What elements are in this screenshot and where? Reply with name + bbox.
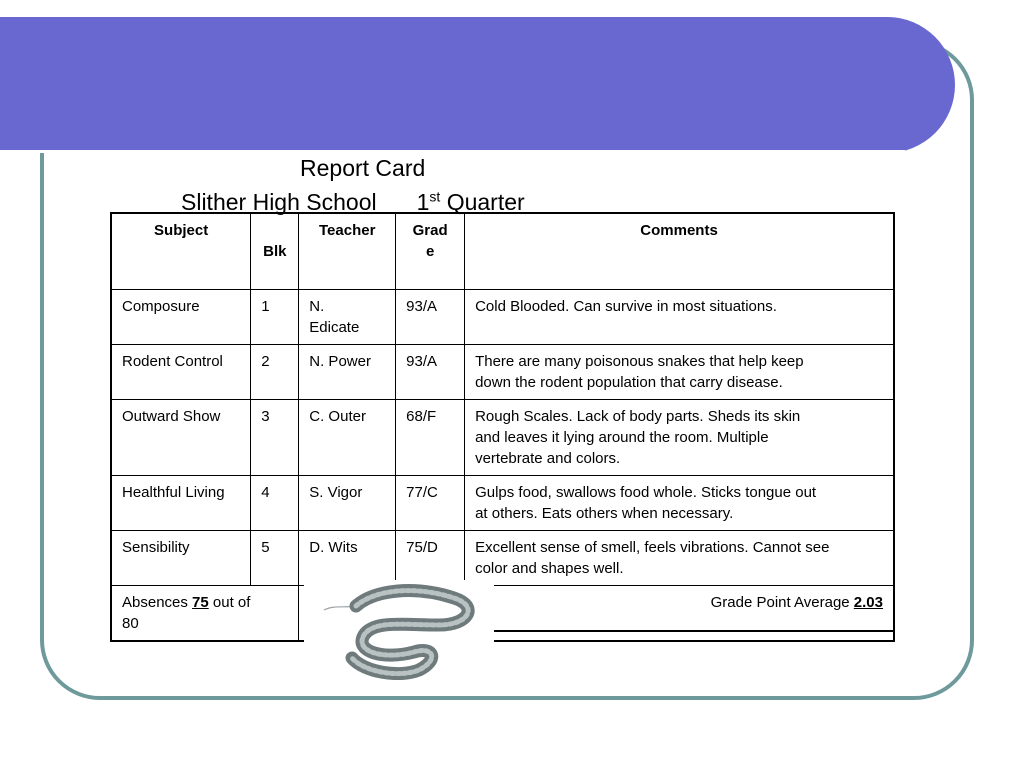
cell-comments bbox=[465, 530, 894, 585]
cell-teacher: D. Wits bbox=[299, 530, 396, 585]
cell-blk: 5 bbox=[251, 530, 299, 585]
cell-comments-line: down the rodent population that carry disease. bbox=[475, 373, 783, 391]
table-header-row bbox=[111, 213, 894, 289]
table-row bbox=[111, 344, 894, 399]
cell-grade: 68/F bbox=[396, 399, 465, 475]
table-row bbox=[111, 530, 894, 585]
absences-value: 75 bbox=[192, 593, 209, 611]
cell-comments bbox=[465, 344, 894, 399]
cell-teacher: C. Outer bbox=[299, 399, 396, 475]
cell-teacher bbox=[299, 289, 396, 344]
cell-blk: 1 bbox=[251, 289, 299, 344]
cell-comments-line: and leaves it lying around the room. Multiple bbox=[475, 428, 769, 446]
cell-subject: Composure bbox=[111, 289, 251, 344]
gpa-value: 2.03 bbox=[853, 593, 883, 611]
col-subject: Subject bbox=[111, 213, 251, 289]
cell-blk: 2 bbox=[251, 344, 299, 399]
cell-comments bbox=[465, 475, 894, 530]
cell-comments-line: Gulps food, swallows food whole. Sticks tongue out bbox=[475, 483, 817, 501]
cell-teacher-line1: N. bbox=[309, 297, 325, 315]
cell-subject: Outward Show bbox=[111, 399, 251, 475]
cell-teacher: N. Power bbox=[299, 344, 396, 399]
cell-comments: Cold Blooded. Can survive in most situations. bbox=[465, 289, 894, 344]
absences-suffix: out of bbox=[212, 593, 251, 611]
absences-total: 80 bbox=[122, 614, 139, 632]
quarter-label: Quarter bbox=[446, 189, 525, 215]
table-row bbox=[111, 399, 894, 475]
snake-icon bbox=[304, 580, 494, 680]
header-banner bbox=[0, 17, 955, 153]
col-blk: Blk bbox=[251, 213, 299, 289]
table-footer-row bbox=[111, 585, 894, 641]
cell-comments-line: color and shapes well. bbox=[475, 559, 624, 577]
cell-comments-line: Rough Scales. Lack of body parts. Sheds its skin bbox=[475, 407, 801, 425]
cell-subject: Healthful Living bbox=[111, 475, 251, 530]
cell-comments-line: at others. Eats others when necessary. bbox=[475, 504, 734, 522]
table-row bbox=[111, 475, 894, 530]
absences-cell bbox=[111, 585, 299, 641]
col-teacher: Teacher bbox=[299, 213, 396, 289]
table-row bbox=[111, 289, 894, 344]
gpa-label: Grade Point Average bbox=[710, 593, 850, 611]
banner-divider bbox=[0, 150, 905, 153]
cell-blk: 3 bbox=[251, 399, 299, 475]
report-card-title: Report Card bbox=[300, 155, 426, 181]
school-name: Slither High School bbox=[181, 189, 377, 215]
cell-grade: 75/D bbox=[396, 530, 465, 585]
quarter-suffix: st bbox=[429, 188, 441, 205]
report-table bbox=[110, 212, 895, 642]
col-grade bbox=[396, 213, 465, 289]
cell-comments bbox=[465, 399, 894, 475]
cell-teacher-line2: Edicate bbox=[309, 318, 360, 336]
cell-comments-line: There are many poisonous snakes that help keep bbox=[475, 352, 804, 370]
col-grade-line2: e bbox=[425, 243, 435, 260]
cell-blk: 4 bbox=[251, 475, 299, 530]
cell-teacher: S. Vigor bbox=[299, 475, 396, 530]
cell-grade: 77/C bbox=[396, 475, 465, 530]
cell-grade: 93/A bbox=[396, 289, 465, 344]
cell-subject: Sensibility bbox=[111, 530, 251, 585]
col-comments: Comments bbox=[465, 213, 894, 289]
table-bottom-border bbox=[494, 630, 895, 632]
col-grade-line1: Grad bbox=[412, 222, 448, 239]
cell-grade: 93/A bbox=[396, 344, 465, 399]
cell-subject: Rodent Control bbox=[111, 344, 251, 399]
cell-comments-line: vertebrate and colors. bbox=[475, 449, 621, 467]
quarter-number: 1 bbox=[416, 189, 430, 215]
absences-label: Absences bbox=[122, 593, 188, 611]
cell-comments-line: Excellent sense of smell, feels vibrations. Cannot see bbox=[475, 538, 830, 556]
